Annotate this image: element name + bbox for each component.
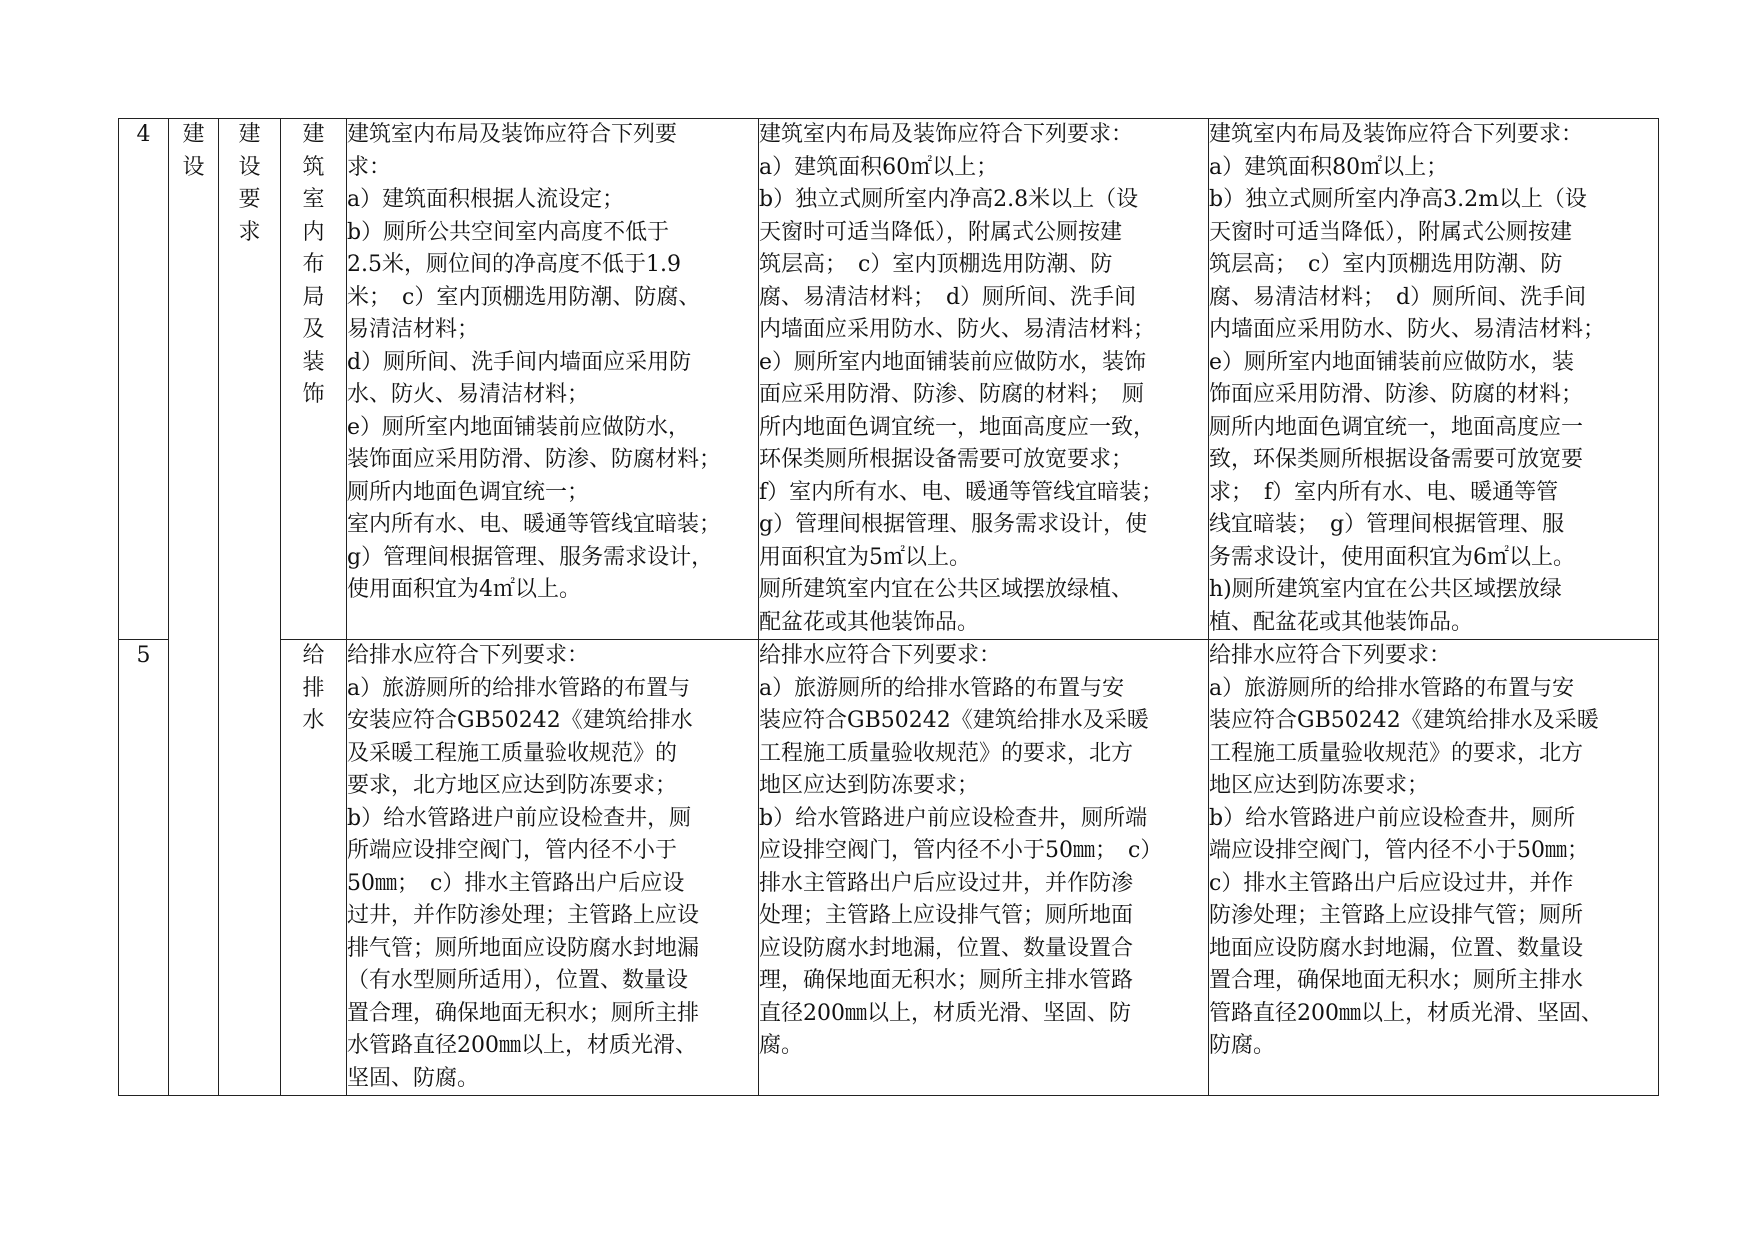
row-number-text: 5 [136, 643, 151, 668]
category-text: 建设 [182, 122, 205, 180]
text-line: e）厕所室内地面铺装前应做防水，装饰 [759, 349, 1147, 375]
text-line: 植、配盆花或其他装饰品。 [1209, 609, 1474, 635]
row-number [119, 640, 169, 1096]
text-line: （有水型厕所适用），位置、数量设 [347, 968, 689, 993]
text-line: e）厕所室内地面铺装前应做防水， [347, 414, 691, 440]
text-line: 要求，北方地区应达到防冻要求； [347, 773, 678, 798]
text-line: g）管理间根据管理、服务需求设计， [347, 544, 714, 570]
text-line: 致，环保类厕所根据设备需要可放宽要 [1209, 447, 1584, 472]
text-line: 面应采用防滑、防渗、防腐的材料； 厕 [759, 382, 1145, 407]
row-number-text: 4 [136, 122, 151, 147]
text-line: 50㎜； c）排水主管路出户后应设 [347, 870, 685, 896]
text-line: 室内所有水、电、暖通等管线宜暗装； [347, 512, 722, 537]
text-line: 置合理，确保地面无积水；厕所主排 [347, 1000, 700, 1026]
text-line: 置合理，确保地面无积水；厕所主排水 [1209, 968, 1584, 993]
text-line: 所端应设排空阀门，管内径不小于 [347, 838, 678, 863]
text-line: 给排水应符合下列要求： [759, 643, 1002, 668]
level1-cell [347, 640, 759, 1096]
item-cell [281, 119, 347, 640]
text-line: 厕所建筑室内宜在公共区域摆放绿植、 [759, 577, 1134, 602]
text-line: 排气管；厕所地面应设防腐水封地漏 [347, 935, 700, 961]
level3-cell [1209, 640, 1659, 1096]
text-line: 求： [347, 154, 392, 180]
text-line: 天窗时可适当降低），附属式公厕按建 [1209, 219, 1573, 245]
table-row [119, 640, 1659, 1096]
text-line: e）厕所室内地面铺装前应做防水，装 [1209, 349, 1575, 375]
text-line: h)厕所建筑室内宜在公共区域摆放绿 [1209, 577, 1562, 602]
text-line: 端应设排空阀门，管内径不小于50㎜； [1209, 838, 1589, 863]
text-line: 配盆花或其他装饰品。 [759, 609, 980, 635]
text-line: 所内地面色调宜统一，地面高度应一致， [759, 414, 1156, 440]
text-line: 务需求设计，使用面积宜为6㎡以上。 [1209, 544, 1575, 570]
text-line: a）建筑面积根据人流设定； [347, 187, 625, 212]
text-line: 排水主管路出户后应设过井，并作防渗 [759, 870, 1134, 896]
text-line: a）旅游厕所的给排水管路的布置与 [347, 675, 691, 701]
text-line: b）给水管路进户前应设检查井，厕所 [1209, 805, 1576, 831]
text-line: 腐、易清洁材料； d）厕所间、洗手间 [1209, 284, 1587, 310]
text-line: b）独立式厕所室内净高3.2m以上（设 [1209, 187, 1587, 212]
text-line: 装饰面应采用防滑、防渗、防腐材料； [347, 447, 722, 472]
category2-cell [219, 119, 281, 1096]
text-line: a）建筑面积60㎡以上； [759, 154, 999, 180]
text-line: 厕所内地面色调宜统一； [347, 479, 590, 505]
category2-text: 建设要求 [238, 122, 261, 245]
text-line: 坚固、防腐。 [347, 1065, 480, 1091]
text-line: d）厕所间、洗手间内墙面应采用防 [347, 349, 692, 375]
text-line: 筑层高； c）室内顶棚选用防潮、防 [1209, 252, 1563, 277]
text-line: 天窗时可适当降低），附属式公厕按建 [759, 219, 1123, 245]
level1-cell [347, 119, 759, 640]
text-line: 及采暖工程施工质量验收规范》的 [347, 740, 678, 766]
text-line: 2.5米，厕位间的净高度不低于1.9 [347, 252, 681, 277]
text-line: 建筑室内布局及装饰应符合下列要求： [1209, 122, 1584, 147]
text-line: 过井，并作防渗处理；主管路上应设 [347, 903, 700, 928]
text-line: b）独立式厕所室内净高2.8米以上（设 [759, 187, 1139, 212]
text-line: 地区应达到防冻要求； [759, 773, 980, 798]
item-text: 给排水 [302, 643, 325, 733]
text-line: 使用面积宜为4㎡以上。 [347, 577, 581, 602]
text-line: f）室内所有水、电、暖通等管线宜暗装； [759, 479, 1164, 505]
text-line: 腐。 [759, 1033, 804, 1058]
text-line: 易清洁材料； [347, 317, 480, 342]
text-line: 环保类厕所根据设备需要可放宽要求； [759, 447, 1134, 472]
text-line: 线宜暗装； g）管理间根据管理、服 [1209, 512, 1565, 537]
text-line: 装应符合GB50242《建筑给排水及采暖 [759, 708, 1149, 733]
text-line: 装应符合GB50242《建筑给排水及采暖 [1209, 708, 1599, 733]
text-line: 安装应符合GB50242《建筑给排水 [347, 708, 693, 733]
requirements-table [118, 118, 1659, 1096]
text-line: 饰面应采用防滑、防渗、防腐的材料； [1209, 382, 1584, 407]
row-number [119, 119, 169, 640]
text-line: 防渗处理；主管路上应设排气管；厕所 [1209, 903, 1584, 928]
text-line: 水管路直径200㎜以上，材质光滑、 [347, 1033, 697, 1058]
text-line: 防腐。 [1209, 1033, 1276, 1058]
category-cell [169, 119, 219, 1096]
table-row [119, 119, 1659, 640]
text-line: 内墙面应采用防水、防火、易清洁材料； [759, 317, 1156, 342]
text-line: b）给水管路进户前应设检查井，厕所端 [759, 805, 1148, 831]
text-line: b）给水管路进户前应设检查井，厕 [347, 805, 692, 831]
text-line: 给排水应符合下列要求： [1209, 643, 1452, 668]
text-line: 应设防腐水封地漏，位置、数量设置合 [759, 935, 1134, 961]
text-line: 地区应达到防冻要求； [1209, 773, 1430, 798]
item-text: 建筑室内布局及装饰 [302, 122, 325, 407]
text-line: 理，确保地面无积水；厕所主排水管路 [759, 968, 1134, 993]
text-line: 水、防火、易清洁材料； [347, 382, 590, 407]
text-line: 给排水应符合下列要求： [347, 643, 590, 668]
text-line: a）旅游厕所的给排水管路的布置与安 [759, 675, 1125, 701]
text-line: 处理；主管路上应设排气管；厕所地面 [759, 903, 1134, 928]
text-line: 求； f）室内所有水、电、暖通等管 [1209, 479, 1559, 505]
text-line: 腐、易清洁材料； d）厕所间、洗手间 [759, 284, 1137, 310]
item-cell [281, 640, 347, 1096]
text-line: a）建筑面积80㎡以上； [1209, 154, 1449, 180]
text-line: 厕所内地面色调宜统一，地面高度应一 [1209, 414, 1584, 440]
text-line: 应设排空阀门，管内径不小于50㎜； c） [759, 838, 1163, 863]
level3-cell [1209, 119, 1659, 640]
text-line: c）排水主管路出户后应设过井，并作 [1209, 870, 1574, 896]
text-line: 工程施工质量验收规范》的要求，北方 [1209, 740, 1584, 766]
text-line: 米； c）室内顶棚选用防潮、防腐、 [347, 284, 701, 310]
text-line: 筑层高； c）室内顶棚选用防潮、防 [759, 252, 1113, 277]
text-line: 工程施工质量验收规范》的要求，北方 [759, 740, 1134, 766]
text-line: 地面应设防腐水封地漏，位置、数量设 [1209, 935, 1584, 961]
text-line: 直径200㎜以上，材质光滑、坚固、防 [759, 1000, 1131, 1026]
text-line: 用面积宜为5㎡以上。 [759, 544, 971, 570]
level2-cell [759, 640, 1209, 1096]
text-line: 建筑室内布局及装饰应符合下列要求： [759, 122, 1134, 147]
text-line: 管路直径200㎜以上，材质光滑、坚固、 [1209, 1000, 1603, 1026]
text-line: a）旅游厕所的给排水管路的布置与安 [1209, 675, 1575, 701]
text-line: b）厕所公共空间室内高度不低于 [347, 219, 670, 245]
level2-cell [759, 119, 1209, 640]
text-line: 建筑室内布局及装饰应符合下列要 [347, 122, 678, 147]
text-line: 内墙面应采用防水、防火、易清洁材料； [1209, 317, 1606, 342]
text-line: g）管理间根据管理、服务需求设计，使 [759, 512, 1148, 537]
